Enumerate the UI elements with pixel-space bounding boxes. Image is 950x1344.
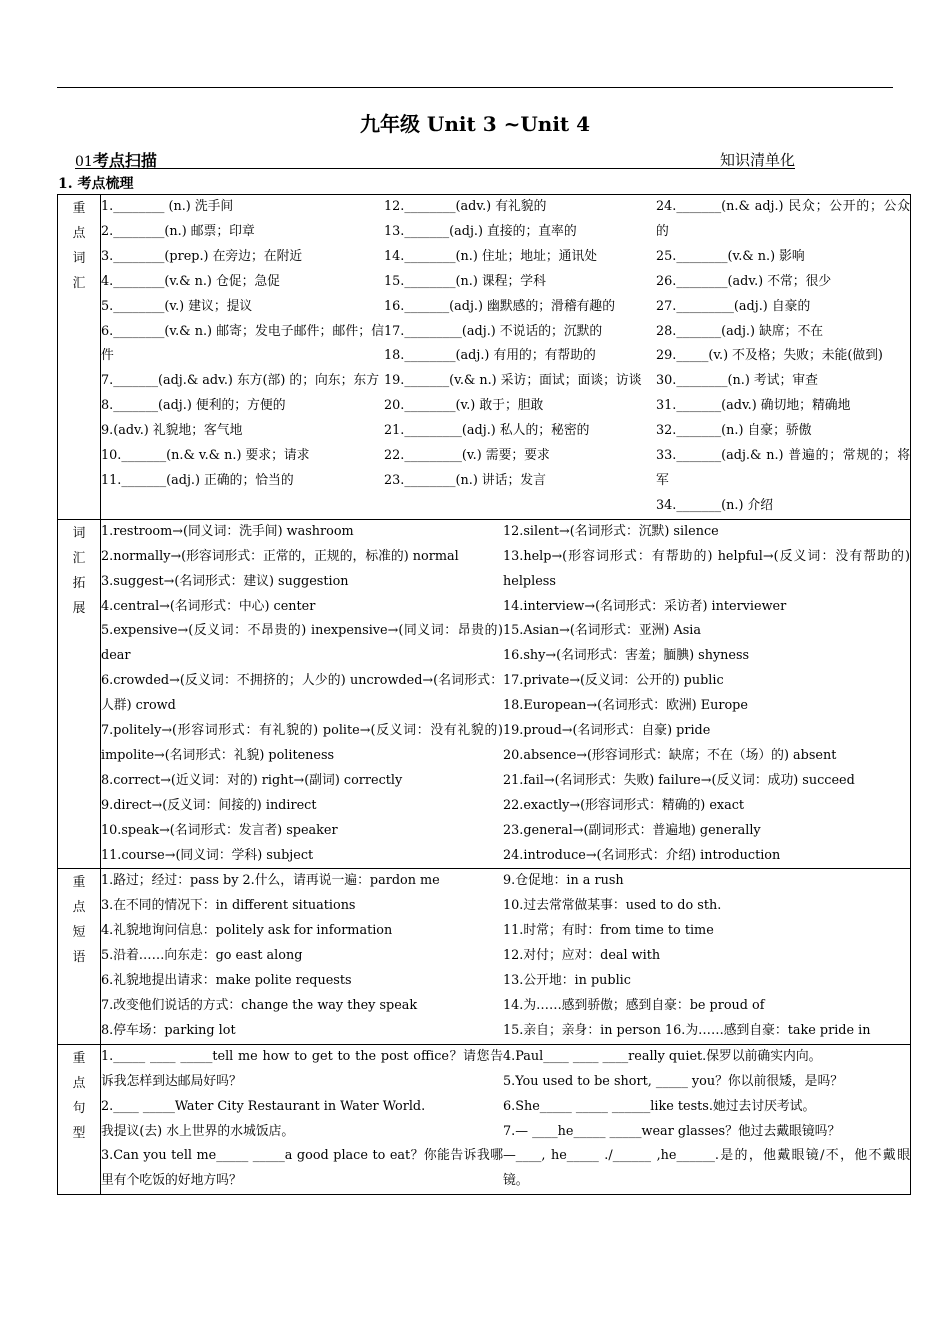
list-item: 9.(adv.) 礼貌地；客气地: [101, 423, 243, 439]
summary-table: [57, 194, 911, 1195]
list-item: 16._______(adj.) 幽默感的；滑稽有趣的: [384, 298, 616, 314]
list-item: 1._____ ____ _____tell me how to get to the post office？请您告诉我怎样到达邮局好吗？: [101, 1048, 503, 1089]
list-item: 我提议(去) 水上世界的水城饭店。: [101, 1123, 295, 1139]
list-item: 28._______(adj.) 缺席；不在: [656, 323, 824, 339]
list-item: 10.speak→(名词形式：发言者) speaker: [101, 822, 338, 838]
category-expand: [58, 519, 101, 869]
category-char: 点: [72, 900, 86, 916]
row-sentences: [58, 1044, 911, 1194]
row-expand: [58, 519, 911, 869]
list-item: 7.— ____he_____ _____wear glasses？他过去戴眼镜吗？: [503, 1123, 841, 1139]
list-item: 26.________(adv.) 不常；很少: [656, 273, 832, 289]
category-char: 重: [72, 1050, 86, 1066]
category-char: 语: [72, 950, 86, 966]
list-item: 13.公开地：in public: [503, 973, 631, 989]
list-item: 34._______(n.) 介绍: [656, 497, 774, 513]
list-item: 33._______(adj.& n.) 普遍的；常规的；将军: [656, 448, 910, 488]
vocab-col-3: [656, 195, 910, 519]
list-item: 14.________(n.) 住址；地址；通讯处: [384, 248, 598, 264]
list-item: 23.________(n.) 讲话；发言: [384, 472, 546, 488]
category-char: 汇: [72, 550, 86, 566]
category-char: 展: [72, 600, 86, 616]
list-item: 5.沿着……向东走：go east along: [101, 948, 303, 964]
list-item: 15.________(n.) 课程；学科: [384, 273, 546, 289]
section-tag: 知识清单化: [719, 151, 795, 169]
list-item: 13._______(adj.) 直接的；直率的: [384, 223, 577, 239]
category-char: 词: [72, 525, 86, 541]
list-item: 15.Asian→(名词形式：亚洲) Asia: [503, 623, 702, 639]
list-item: 4.________(v.& n.) 仓促；急促: [101, 273, 280, 289]
list-item: 25.________(v.& n.) 影响: [656, 248, 805, 264]
list-item: 12.对付；应对：deal with: [503, 948, 661, 964]
page-title: 九年级 Unit 3 ~Unit 4: [359, 112, 591, 136]
sentences-col-1: [101, 1045, 503, 1194]
category-char: 点: [72, 1075, 86, 1091]
row-phrases: [58, 869, 911, 1044]
list-item: 10.过去常常做某事：used to do sth.: [503, 898, 722, 914]
list-item: 6.礼貌地提出请求：make polite requests: [101, 973, 352, 989]
list-item: 3.________(prep.) 在旁边；在附近: [101, 248, 303, 264]
list-item: 19._______(v.& n.) 采访；面试；面谈；访谈: [384, 373, 642, 389]
phrases-col-1: [101, 869, 503, 1043]
list-item: 7._______(adj.& adv.) 东方(部) 的；向东；东方: [101, 373, 379, 389]
list-item: 2.________(n.) 邮票；印章: [101, 223, 255, 239]
list-item: 11.时常；有时：from time to time: [503, 923, 714, 939]
category-char: 句: [72, 1100, 86, 1116]
list-item: 10._______(n.& v.& n.) 要求；请求: [101, 448, 310, 464]
subheading: 1. 考点梳理: [58, 176, 134, 192]
list-item: 11.course→(同义词：学科) subject: [101, 847, 314, 863]
list-item: 20.absence→(形容词形式：缺席；不在（场）的) absent: [503, 747, 837, 763]
list-item: 22._________(v.) 需要；要求: [384, 448, 550, 464]
list-item: 3.Can you tell me_____ _____a good place to eat？你能告诉我哪里有个吃饭的好地方吗？: [101, 1148, 503, 1189]
list-item: 9.仓促地：in a rush: [503, 873, 624, 889]
list-item: 18.European→(名词形式：欧洲) Europe: [503, 698, 748, 714]
list-item: 8.correct→(近义词：对的) right→(副词) correctly: [101, 772, 403, 788]
list-item: 29._____(v.) 不及格；失败；未能(做到): [656, 348, 883, 364]
list-item: 19.proud→(名词形式：自豪) pride: [503, 723, 711, 739]
category-char: 重: [72, 875, 86, 891]
list-item: 9.direct→(反义词：间接的) indirect: [101, 797, 317, 813]
list-item: 6.She_____ _____ ______like tests.她过去讨厌考试。: [503, 1098, 816, 1114]
list-item: —____, he_____ ./______ ,he______.是的，他戴眼镜/不，他不戴眼镜。: [503, 1148, 910, 1189]
list-item: 6.________(v.& n.) 邮寄；发电子邮件；邮件；信件: [101, 323, 384, 364]
category-char: 型: [72, 1125, 86, 1141]
list-item: 5.________(v.) 建议；提议: [101, 298, 253, 314]
list-item: 3.suggest→(名词形式：建议) suggestion: [101, 573, 349, 589]
list-item: 15.亲自；亲身：in person 16.为……感到自豪：take pride in: [503, 1022, 871, 1038]
list-item: 22.exactly→(形容词形式：精确的) exact: [503, 797, 745, 813]
list-item: 17._________(adj.) 不说话的；沉默的: [384, 323, 603, 339]
list-item: 14.interview→(名词形式：采访者) interviewer: [503, 598, 787, 614]
list-item: 18.________(adj.) 有用的；有帮助的: [384, 348, 596, 364]
list-item: 4.礼貌地询问信息：politely ask for information: [101, 923, 393, 939]
list-item: 5.expensive→(反义词：不昂贵的) inexpensive→(同义词：昂贵的) dear: [101, 623, 503, 664]
list-item: 11._______(adj.) 正确的；恰当的: [101, 472, 294, 488]
list-item: 7.politely→(形容词形式：有礼貌的) polite→(反义词：没有礼貌的) impolite→(名词形式：礼貌) politeness: [101, 723, 503, 763]
phrases-col-2: [503, 869, 910, 1043]
vocab-col-2: [384, 195, 656, 519]
list-item: 27._________(adj.) 自豪的: [656, 298, 811, 314]
list-item: 4.Paul____ ____ ____really quiet.保罗以前确实内向。: [503, 1048, 822, 1064]
list-item: 13.help→(形容词形式：有帮助的) helpful→(反义词：没有帮助的) helpless: [503, 548, 910, 589]
category-char: 重: [72, 201, 86, 216]
list-item: 12.________(adv.) 有礼貌的: [384, 199, 547, 214]
list-item: 21._________(adj.) 私人的；秘密的: [384, 423, 590, 439]
list-item: 7.改变他们说话的方式：change the way they speak: [101, 998, 418, 1013]
list-item: 8.停车场：parking lot: [101, 1022, 236, 1038]
list-item: 23.general→(副词形式：普遍地) generally: [503, 822, 761, 838]
list-item: 24.introduce→(名词形式：介绍) introduction: [503, 847, 781, 863]
list-item: 6.crowded→(反义词：不拥挤的；人少的) uncrowded→(名词形式：人群) crowd: [101, 673, 503, 714]
row-vocab: [58, 195, 911, 520]
category-phrases: [58, 869, 101, 1044]
list-item: 21.fail→(名词形式：失败) failure→(反义词：成功) succeed: [503, 772, 855, 788]
list-item: 2.normally→(形容词形式：正常的，正规的，标准的) normal: [101, 548, 459, 564]
list-item: 31._______(adv.) 确切地；精确地: [656, 398, 851, 414]
list-item: 1.________ (n.) 洗手间: [101, 199, 234, 214]
vocab-col-1: [101, 195, 384, 519]
section-header: [75, 148, 795, 169]
list-item: 5.You used to be short, _____ you？你以前很矮，是吗？: [503, 1073, 844, 1089]
category-char: 点: [72, 225, 86, 241]
list-item: 14.为……感到骄傲；感到自豪：be proud of: [503, 998, 765, 1013]
list-item: 20.________(v.) 敢于；胆敢: [384, 398, 544, 414]
list-item: 1.restroom→(同义词：洗手间) washroom: [101, 523, 354, 539]
category-char: 汇: [72, 275, 86, 291]
list-item: 2.____ _____Water City Restaurant in Water World.: [101, 1098, 426, 1114]
expand-col-2: [503, 520, 910, 869]
list-item: 8._______(adj.) 便利的；方便的: [101, 398, 286, 414]
category-sentences: [58, 1044, 101, 1194]
list-item: 24._______(n.& adj.) 民众；公开的；公众的: [656, 199, 910, 239]
list-item: 17.private→(反义词：公开的) public: [503, 673, 724, 689]
list-item: 30.________(n.) 考试；审查: [656, 373, 818, 389]
section-label: 考点扫描: [92, 151, 157, 170]
expand-col-1: [101, 520, 503, 869]
sentences-col-2: [503, 1045, 910, 1194]
list-item: 32._______(n.) 自豪；骄傲: [656, 423, 812, 439]
category-vocab: [58, 195, 101, 520]
category-char: 短: [72, 925, 86, 941]
list-item: 3.在不同的情况下：in different situations: [101, 898, 356, 914]
category-char: 词: [72, 250, 86, 266]
list-item: 4.central→(名词形式：中心) center: [101, 598, 316, 614]
list-item: 1.路过；经过：pass by 2.什么，请再说一遍：pardon me: [101, 873, 440, 889]
list-item: 12.silent→(名词形式：沉默) silence: [503, 523, 719, 539]
category-char: 拓: [72, 575, 86, 591]
list-item: 16.shy→(名词形式：害羞；腼腆) shyness: [503, 648, 750, 664]
section-number: 01: [75, 154, 93, 170]
header-rule: [57, 87, 893, 88]
